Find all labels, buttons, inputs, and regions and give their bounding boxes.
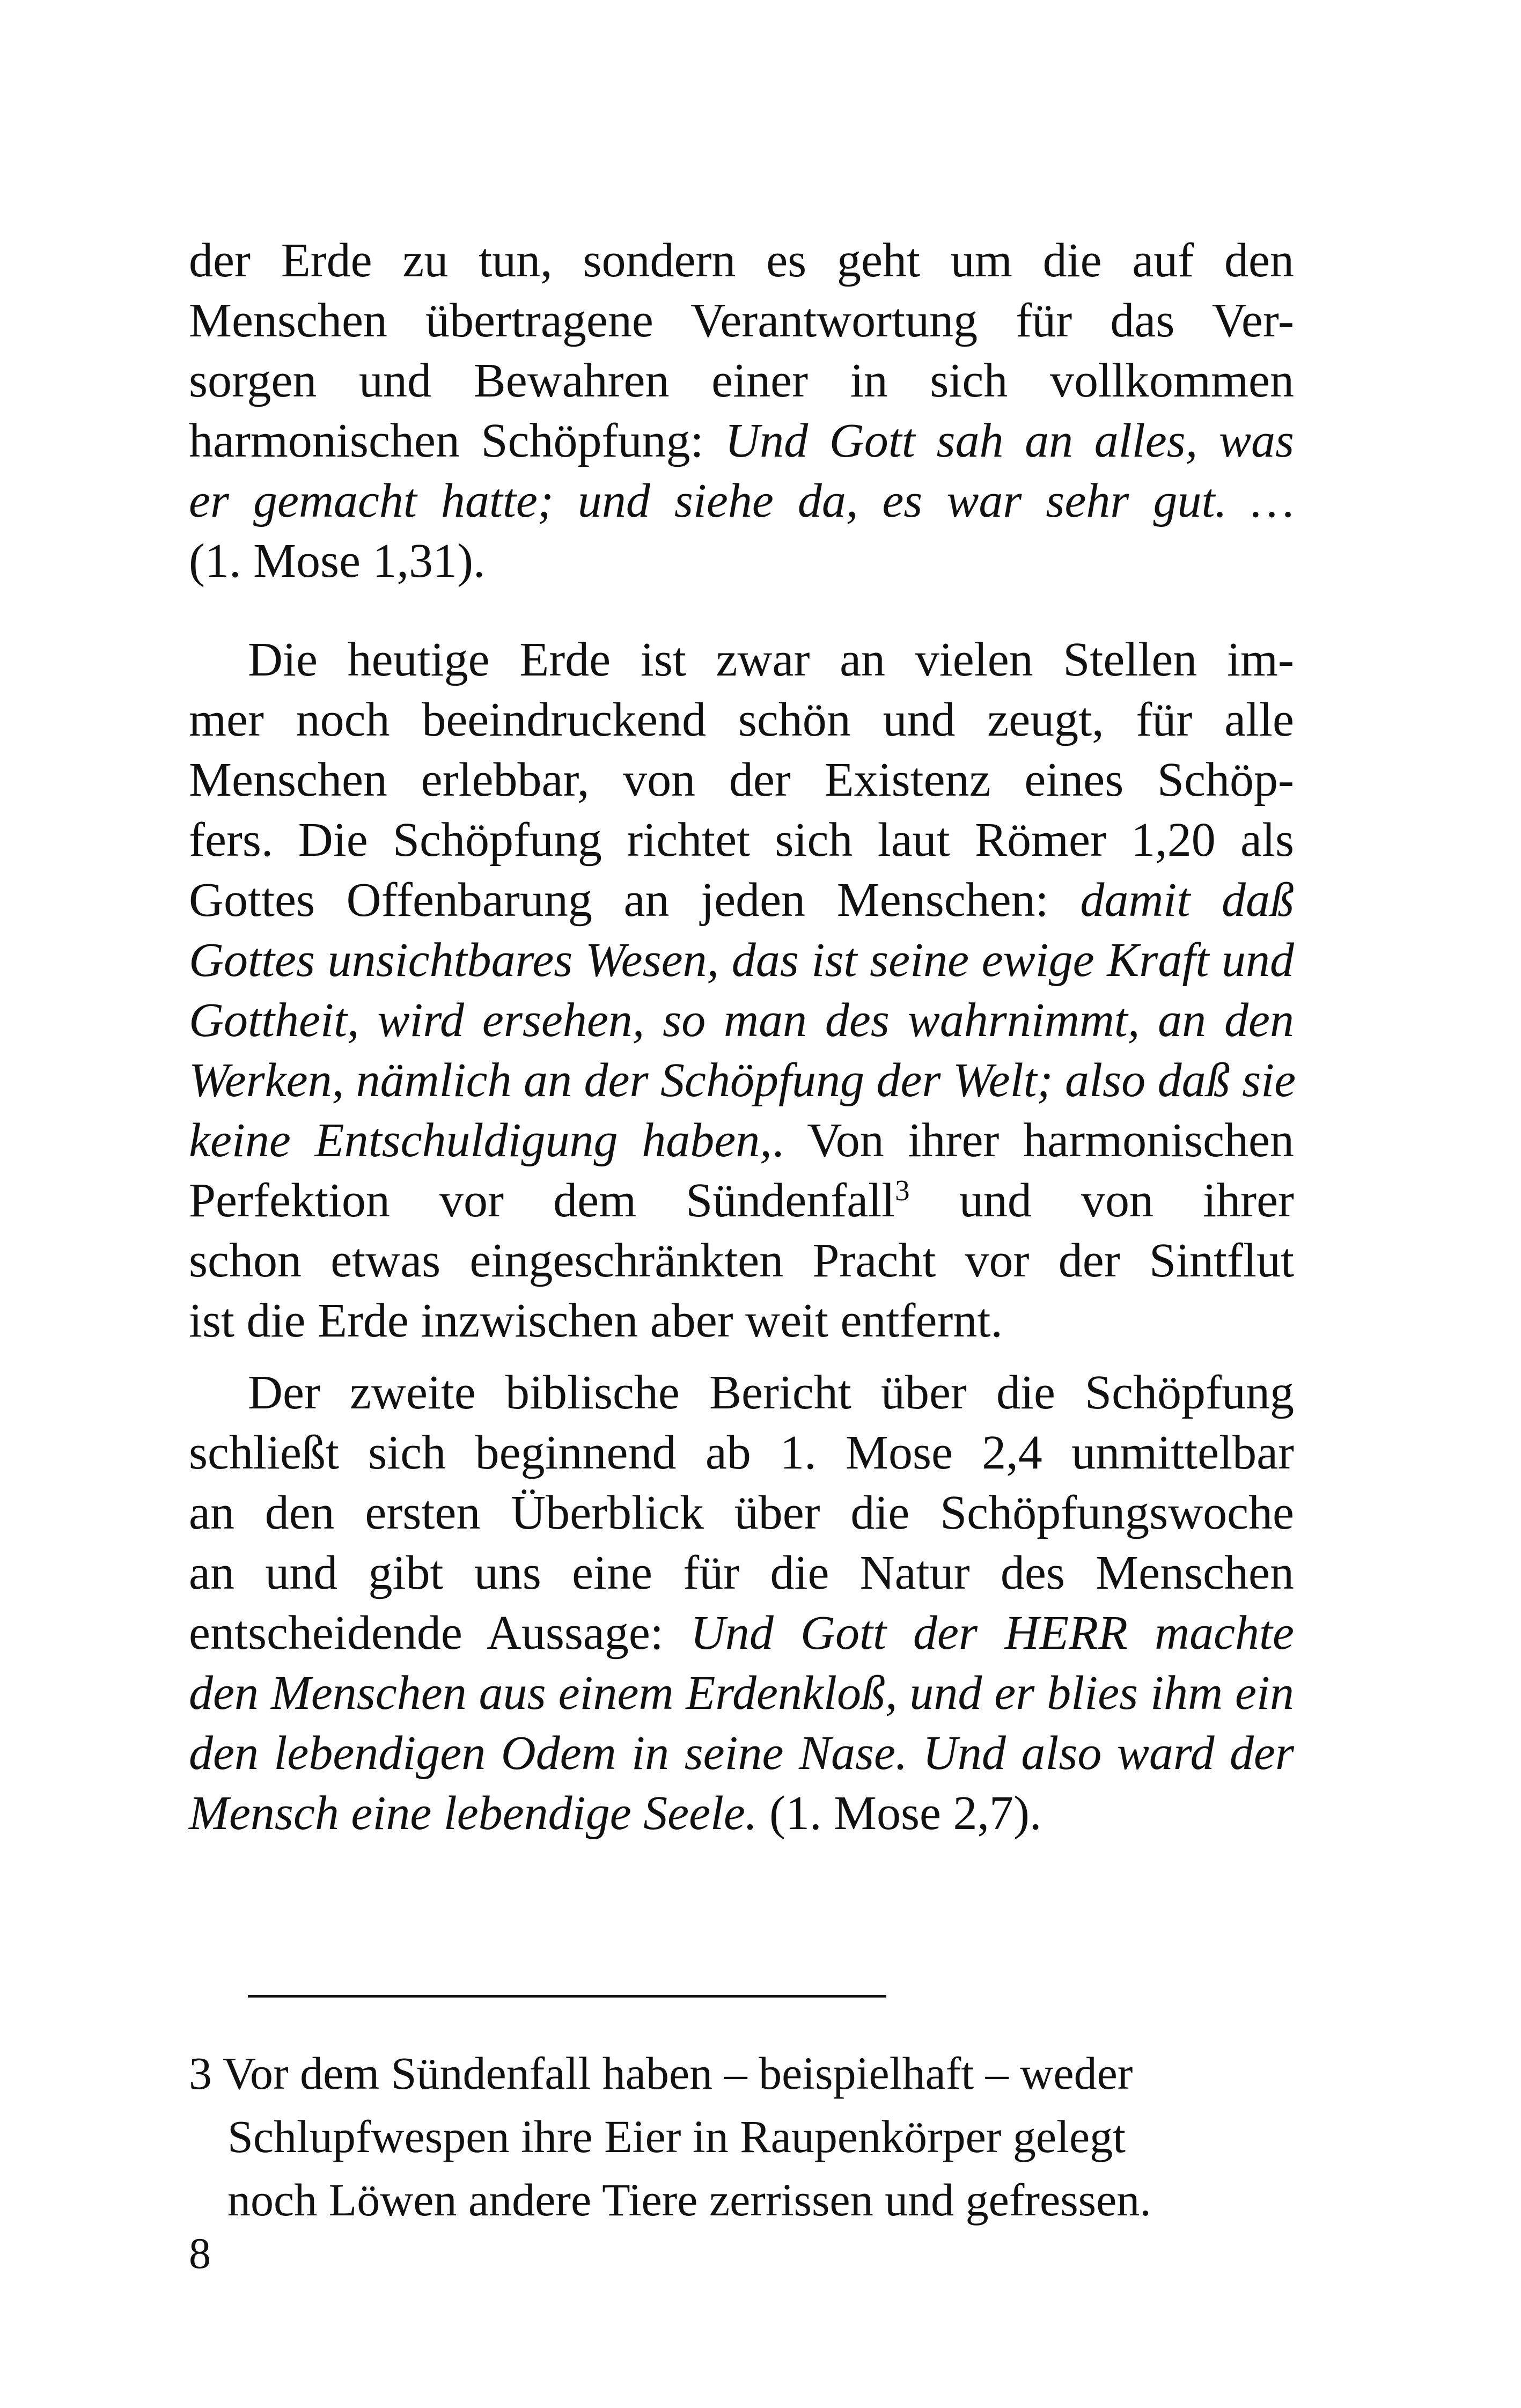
paragraph-1 [189, 231, 1294, 591]
text-line [189, 1051, 1294, 1111]
bible-quote: Gottheit, wird ersehen, so man des wahrnimmt, an den [189, 994, 1294, 1047]
text-line [189, 1783, 1294, 1844]
text-line [189, 1663, 1294, 1723]
text-normal: und von ihrer [909, 1174, 1294, 1227]
text-line [189, 870, 1294, 930]
text-line: (1. Mose 1,31). [189, 534, 486, 588]
footnote-reference[interactable]: 3 [895, 1174, 910, 1207]
text-normal: Perfektion vor dem Sündenfall [189, 1174, 895, 1227]
text-normal: (1. Mose 2,7). [757, 1787, 1042, 1840]
bible-quote: Und Gott der HERR machte [690, 1606, 1294, 1660]
text-line: mer noch beeindruckend schön und zeugt, für alle [189, 693, 1294, 746]
bible-quote: damit daß [1080, 873, 1294, 927]
text-line: Menschen erlebbar, von der Existenz eines Schöp- [189, 753, 1294, 806]
bible-quote: Mensch eine lebendige Seele. [189, 1787, 758, 1840]
text-line: fers. Die Schöpfung richtet sich laut Römer 1,20 als [189, 813, 1294, 867]
text-line: der Erde zu tun, sondern es geht um die auf den [189, 234, 1294, 287]
text-line [189, 1723, 1294, 1783]
text-line: Der zweite biblische Bericht über die Schöpfung [248, 1366, 1294, 1419]
text-line: schließt sich beginnend ab 1. Mose 2,4 unmittelbar [189, 1426, 1294, 1479]
text-line: Die heutige Erde ist zwar an vielen Stellen im- [248, 633, 1294, 686]
text-line [189, 1111, 1294, 1171]
text-line: an den ersten Überblick über die Schöpfungswoche [189, 1486, 1294, 1539]
text-normal: . Von ihrer harmonischen [771, 1114, 1294, 1167]
footnote [189, 2042, 1294, 2231]
text-line: an und gibt uns eine für die Natur des Menschen [189, 1546, 1294, 1599]
footnote-line: noch Löwen andere Tiere zerrissen und gefressen. [227, 2174, 1151, 2226]
text-line [189, 411, 1294, 471]
bible-quote: Werken, nämlich an der Schöpfung der Welt; also daß sie [189, 1054, 1296, 1107]
bible-quote: den Menschen aus einem Erdenkloß, und er blies ihm ein [189, 1666, 1294, 1720]
bible-quote: Gottes unsichtbares Wesen, das ist seine ewige Kraft und [189, 934, 1294, 987]
footnote-divider [248, 1995, 886, 1998]
text-normal: Gottes Offenbarung an jeden Menschen: [189, 873, 1081, 927]
text-line [189, 930, 1294, 990]
text-line [189, 990, 1294, 1051]
text-normal: entscheidende Aussage: [189, 1606, 690, 1660]
text-line [189, 1603, 1294, 1663]
text-line: Menschen übertragene Verantwortung für das Ver- [189, 294, 1294, 347]
bible-quote: keine Entschuldigung haben, [189, 1114, 772, 1167]
text-line: sorgen und Bewahren einer in sich vollkommen [189, 354, 1294, 407]
page-number: 8 [189, 2229, 211, 2278]
footnote-line: 3 Vor dem Sündenfall haben – beispielhaft – weder [189, 2047, 1133, 2099]
paragraph-3 [189, 1363, 1294, 1844]
bible-quote: den lebendigen Odem in seine Nase. Und also ward der [189, 1727, 1294, 1780]
footnote-line: Schlupfwespen ihre Eier in Raupenkörper gelegt [227, 2111, 1126, 2162]
text-line: schon etwas eingeschränkten Pracht vor der Sintflut [189, 1234, 1294, 1287]
bible-quote: Und Gott sah an alles, was [725, 414, 1294, 467]
text-normal: harmonischen Schöpfung: [189, 414, 725, 467]
bible-quote: er gemacht hatte; und siehe da, es war sehr gut. … [189, 474, 1294, 527]
text-line [189, 1171, 1294, 1231]
text-line: ist die Erde inzwischen aber weit entfernt. [189, 1294, 1003, 1347]
text-line [189, 471, 1294, 531]
paragraph-2 [189, 630, 1294, 1351]
